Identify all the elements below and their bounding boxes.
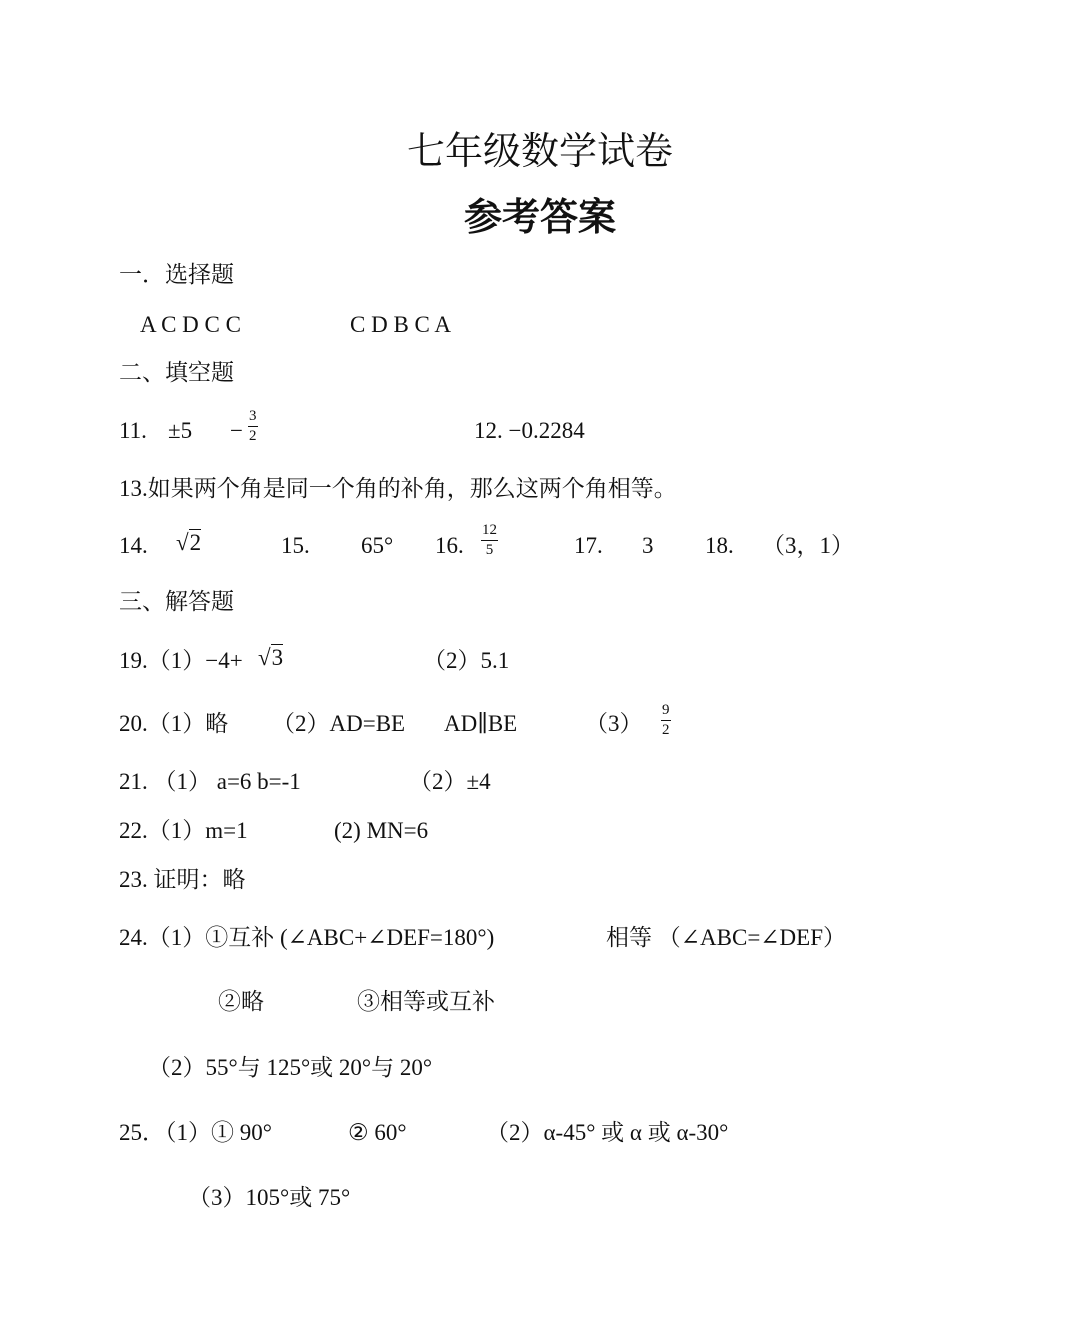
sqrt-icon: √ bbox=[176, 530, 189, 555]
q13-answer: 13.如果两个角是同一个角的补角，那么这两个角相等。 bbox=[119, 476, 677, 501]
q20-fraction bbox=[661, 703, 671, 738]
choice-answers-6-10: C D B C A bbox=[350, 312, 451, 337]
q25-line2: （3）105°或 75° bbox=[188, 1185, 351, 1210]
page-subtitle: 参考答案 bbox=[463, 194, 616, 239]
q20-part4: （3） bbox=[585, 711, 643, 736]
q20-part3: AD∥BE bbox=[444, 711, 518, 736]
q20-part1: 20.（1）略 bbox=[119, 711, 229, 736]
q15-answer: 65° bbox=[361, 533, 394, 558]
q16-label: 16. bbox=[435, 533, 464, 558]
q17-label: 17. bbox=[574, 533, 603, 558]
q11-denominator: 2 bbox=[249, 428, 257, 444]
section-heading-solve: 三、解答题 bbox=[119, 589, 234, 614]
q11-fraction bbox=[248, 409, 258, 444]
q12-answer: 12. −0.2284 bbox=[474, 418, 585, 443]
q22-part1: 22.（1）m=1 bbox=[119, 818, 248, 843]
sqrt-icon: √ bbox=[258, 645, 271, 670]
q24-line2-a: ②略 bbox=[218, 989, 264, 1014]
q20-denominator: 2 bbox=[662, 722, 670, 738]
section-heading-choice: 一．选择题 bbox=[119, 262, 234, 287]
q24-line2-b: ③相等或互补 bbox=[357, 989, 495, 1014]
q25-line1-b: ② 60° bbox=[348, 1120, 407, 1145]
q11-numerator: 3 bbox=[249, 408, 257, 424]
q16-numerator: 12 bbox=[482, 522, 497, 538]
q19-radicand: 3 bbox=[271, 645, 284, 670]
q21-part1: 21. （1） a=6 b=-1 bbox=[119, 769, 301, 794]
page-title: 七年级数学试卷 bbox=[406, 129, 673, 173]
q20-numerator: 9 bbox=[662, 702, 670, 718]
q19-part2: （2）5.1 bbox=[423, 648, 510, 673]
q23-answer: 23. 证明：略 bbox=[119, 867, 246, 892]
q19-sqrt bbox=[258, 646, 283, 669]
q14-label: 14. bbox=[119, 533, 148, 558]
q18-label: 18. bbox=[705, 533, 734, 558]
q24-line3: （2）55°与 125°或 20°与 20° bbox=[148, 1055, 433, 1080]
q22-part2: (2) MN=6 bbox=[334, 818, 429, 843]
q16-fraction bbox=[481, 523, 498, 558]
choice-answers-1-5: A C D C C bbox=[140, 312, 241, 337]
q15-label: 15. bbox=[281, 533, 310, 558]
q24-line1-b: 相等 （∠ABC=∠DEF） bbox=[606, 925, 847, 950]
q17-answer: 3 bbox=[642, 533, 654, 558]
q14-sqrt bbox=[176, 531, 201, 554]
section-heading-fill: 二、填空题 bbox=[119, 360, 234, 385]
q20-part2: （2）AD=BE bbox=[272, 711, 406, 736]
q16-denominator: 5 bbox=[485, 542, 494, 558]
q11-label: 11. bbox=[119, 418, 147, 443]
q14-radicand: 2 bbox=[189, 530, 202, 555]
q11-answer-1: ±5 bbox=[168, 418, 193, 443]
q25-line1-a: 25．（1）① 90° bbox=[119, 1120, 272, 1145]
q18-answer: （3，1） bbox=[762, 533, 854, 558]
q21-part2: （2）±4 bbox=[409, 769, 491, 794]
q25-line1-c: （2）α-45° 或 α 或 α-30° bbox=[486, 1120, 729, 1145]
q24-line1-a: 24.（1）①互补 (∠ABC+∠DEF=180°) bbox=[119, 925, 495, 950]
q19-part1: 19.（1）−4+ bbox=[119, 648, 243, 673]
q11-minus-sign: − bbox=[230, 418, 243, 443]
